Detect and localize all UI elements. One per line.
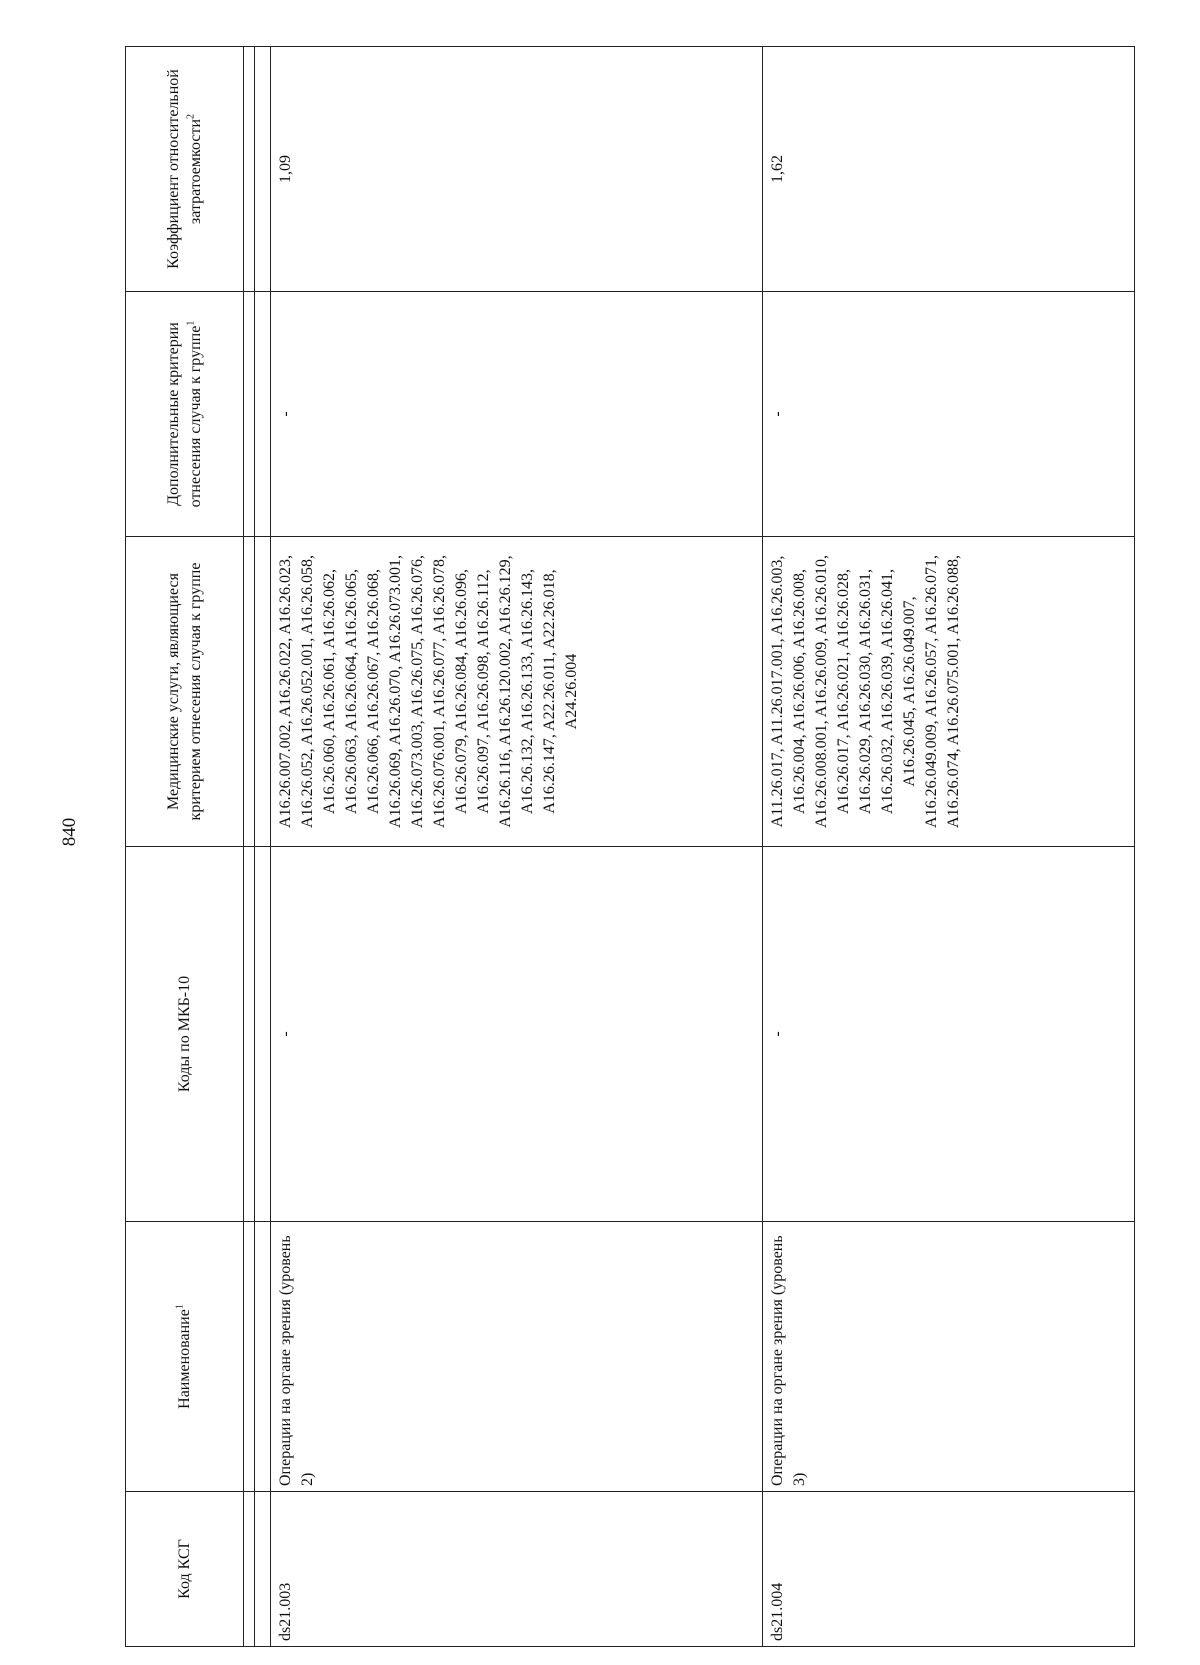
- table-row: [763, 47, 1135, 1647]
- table-row: [271, 47, 763, 1647]
- ksg-code-cell: ds21.004: [763, 1492, 1135, 1647]
- ksg-code-cell: ds21.003: [271, 1492, 763, 1647]
- extra-criteria-cell: -: [271, 292, 763, 537]
- icd-codes-cell: -: [271, 847, 763, 1222]
- icd-codes-cell: -: [763, 847, 1135, 1222]
- medical-services-cell: A11.26.017, A11.26.017.001, A16.26.003, A16.26.004, A16.26.006, A16.26.008, A16.26.008.001, A16.26.009, A16.26.010, A16.26.017, A16.26.021, A16.26.028, A16.26.029, A16.26.030, A16.26.031, A16.26.032, A16.26.039, A16.26.041, A16.26.045, A16.26.049.007, A16.26.049.009, A16.26.057, A16.26.071, A16.26.074, A16.26.075.001, A16.26.088,: [763, 537, 1135, 847]
- name-cell: Операции на органе зрения (уровень 3): [763, 1222, 1135, 1492]
- ksg-table-rotated: [125, 47, 1135, 1647]
- medical-services-cell: A16.26.007.002, A16.26.022, A16.26.023, A16.26.052, A16.26.052.001, A16.26.058, A16.26.060, A16.26.061, A16.26.062, A16.26.063, A16.26.064, A16.26.065, A16.26.066, A16.26.067, A16.26.068, A16.26.069, A16.26.070, A16.26.073.001, A16.26.073.003, A16.26.075, A16.26.076, A16.26.076.001, A16.26.077, A16.26.078, A16.26.079, A16.26.084, A16.26.096, A16.26.097, A16.26.098, A16.26.112, A16.26.116, A16.26.120.002, A16.26.129, A16.26.132, A16.26.133, A16.26.143, A16.26.147, A22.26.011, A22.26.018, A24.26.004: [271, 537, 763, 847]
- table-header-row: [126, 47, 244, 1647]
- ksg-table: [125, 46, 1135, 1647]
- page-number: 840: [59, 817, 80, 847]
- header-icd-codes: Коды по МКБ-10: [126, 847, 244, 1222]
- header-extra-criteria: Дополнительные критерии отнесения случая к группе$^1$: [126, 292, 244, 537]
- header-name: Наименование$^1$: [126, 1222, 244, 1492]
- table-spacer-row: [244, 47, 255, 1647]
- header-ksg-code: Код КСГ: [126, 1492, 244, 1647]
- name-cell: Операции на органе зрения (уровень 2): [271, 1222, 763, 1492]
- table-spacer-row: [255, 47, 271, 1647]
- header-medical-services: Медицинские услуги, являющиеся критерием отнесения случая к группе: [126, 537, 244, 847]
- header-cost-coefficient: Коэффициент относительной затратоемкости$^2$: [126, 47, 244, 292]
- extra-criteria-cell: -: [763, 292, 1135, 537]
- cost-coefficient-cell: 1,09: [271, 47, 763, 292]
- cost-coefficient-cell: 1,62: [763, 47, 1135, 292]
